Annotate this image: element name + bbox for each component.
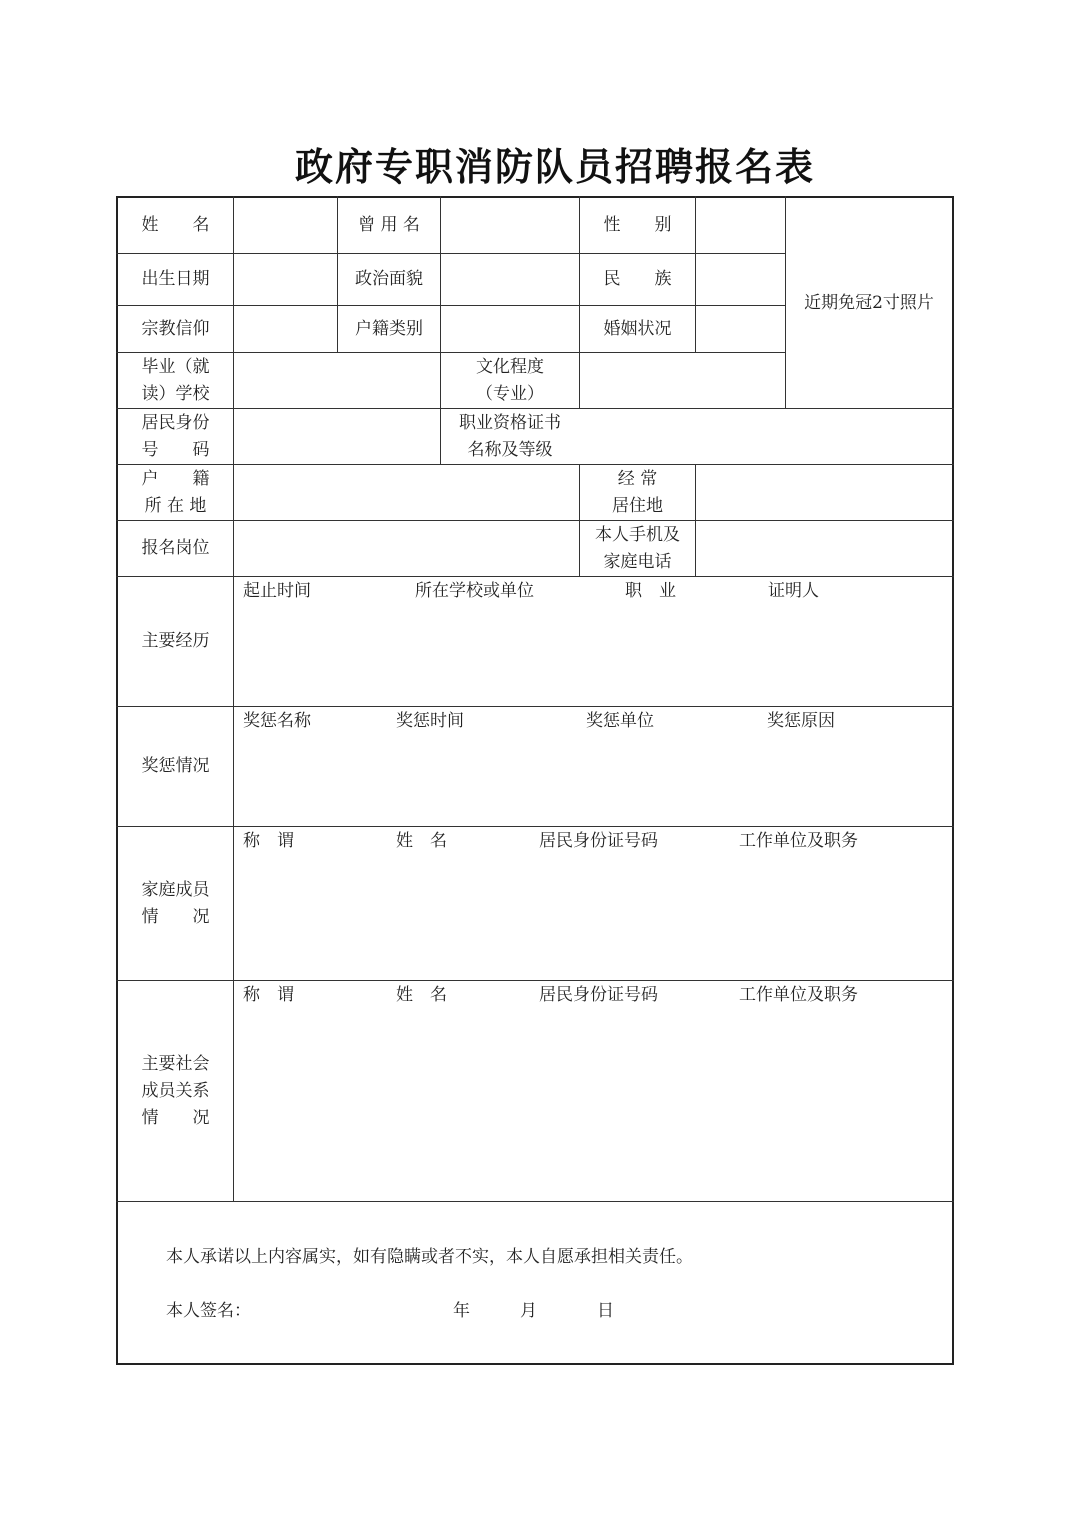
label-phone: 本人手机及 家庭电话: [595, 524, 680, 572]
rewards-area[interactable]: [234, 707, 952, 826]
experience-header-org: 所在学校或单位: [415, 581, 534, 601]
label-family: 家庭成员 情 况: [141, 879, 210, 927]
id-number-field[interactable]: [234, 409, 440, 464]
photo-box[interactable]: [786, 198, 952, 408]
label-gender: 性 别: [603, 215, 672, 235]
label-social-relations: 主要社会 成员关系 情 况: [141, 1053, 210, 1128]
form-title: 政府专职消防队员招聘报名表: [294, 144, 815, 189]
household-type-field[interactable]: [441, 306, 579, 352]
signature-label: 本人签名：: [166, 1301, 251, 1321]
family-header-work: 工作单位及职务: [739, 831, 858, 851]
reward-header-unit: 奖惩单位: [586, 711, 654, 731]
phone-field[interactable]: [696, 521, 952, 576]
family-area[interactable]: [234, 827, 952, 980]
label-birth-date: 出生日期: [141, 269, 210, 289]
education-field[interactable]: [580, 353, 785, 408]
experience-header-period: 起止时间: [243, 581, 311, 601]
marital-status-field[interactable]: [696, 306, 785, 352]
label-name: 姓 名: [141, 215, 210, 235]
label-id-number: 居民身份 号 码: [141, 412, 210, 460]
social-header-name: 姓 名: [396, 985, 447, 1005]
label-position: 报名岗位: [141, 538, 210, 558]
label-ethnicity: 民 族: [603, 269, 672, 289]
label-rewards: 奖惩情况: [141, 756, 210, 776]
date-year: 年: [453, 1301, 470, 1321]
label-residence: 经 常 居住地: [612, 468, 663, 516]
experience-header-witness: 证明人: [768, 581, 819, 601]
experience-header-occupation: 职 业: [625, 581, 676, 601]
position-field[interactable]: [234, 521, 579, 576]
label-marital-status: 婚姻状况: [603, 318, 672, 339]
pledge-text: 本人承诺以上内容属实，如有隐瞒或者不实，本人自愿承担相关责任。: [166, 1247, 693, 1267]
label-education: 文化程度 （专业）: [476, 356, 544, 404]
gender-field[interactable]: [696, 198, 785, 253]
label-household-type: 户籍类别: [355, 318, 423, 339]
ethnicity-field[interactable]: [696, 254, 785, 305]
birth-date-field[interactable]: [234, 254, 337, 305]
certificate-field[interactable]: [580, 409, 952, 464]
photo-label: 近期免冠2寸照片: [804, 292, 934, 313]
date-day: 日: [597, 1301, 614, 1321]
family-header-id: 居民身份证号码: [539, 831, 658, 851]
family-header-relation: 称 谓: [243, 831, 294, 851]
residence-field[interactable]: [696, 465, 952, 520]
religion-field[interactable]: [234, 306, 337, 352]
political-status-field[interactable]: [441, 254, 579, 305]
reward-header-reason: 奖惩原因: [767, 711, 835, 731]
reward-header-name: 奖惩名称: [243, 711, 311, 731]
school-field[interactable]: [234, 353, 440, 408]
label-experience: 主要经历: [141, 631, 210, 651]
social-header-relation: 称 谓: [243, 985, 294, 1005]
date-month: 月: [520, 1301, 537, 1321]
row-line: [116, 1201, 954, 1202]
social-relations-area[interactable]: [234, 981, 952, 1201]
signature-field[interactable]: [256, 1294, 446, 1326]
family-header-name: 姓 名: [396, 831, 447, 851]
name-field[interactable]: [234, 198, 337, 253]
label-household-location: 户 籍 所 在 地: [141, 468, 210, 516]
registration-form: [116, 196, 954, 1365]
label-former-name: 曾 用 名: [358, 215, 420, 235]
household-location-field[interactable]: [234, 465, 579, 520]
label-school: 毕业（就 读）学校: [141, 356, 210, 404]
reward-header-time: 奖惩时间: [396, 711, 464, 731]
label-political-status: 政治面貌: [355, 269, 423, 289]
label-certificate: 职业资格证书 名称及等级: [459, 412, 561, 460]
social-header-work: 工作单位及职务: [739, 985, 858, 1005]
social-header-id: 居民身份证号码: [539, 985, 658, 1005]
former-name-field[interactable]: [441, 198, 579, 253]
label-religion: 宗教信仰: [141, 318, 210, 339]
experience-area[interactable]: [234, 577, 952, 706]
